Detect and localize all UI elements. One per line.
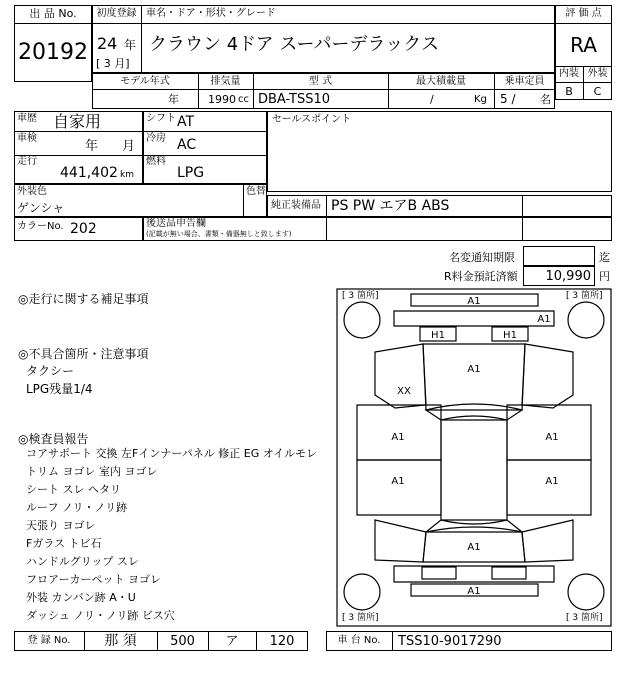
inspector-item: ダッシュ ノリ・ノリ跡 ビス穴 [26,609,175,622]
door-rear-right [507,460,591,515]
diagram-frame [337,289,611,626]
mark-door-front-left: A1 [391,432,405,443]
quarter-left [375,520,426,562]
mark-front-bumper: A1 [467,296,481,307]
load-unit: Kg [474,94,487,105]
recycle-label: R料金預託済額 [444,270,518,283]
color-no-label: カラーNo. [17,221,64,232]
chassis-label: 車 台 No. [337,635,381,646]
inspector-item: Fガラス トビ石 [26,537,102,550]
defects-title: ◎不具合箇所・注意事項 [18,347,149,361]
load-value: / [430,93,434,106]
quarter-right [522,520,573,562]
displacement-label: 排気量 [210,76,241,87]
exterior-color: ゲンシャ [17,201,65,215]
reg-month: [ 3 月] [96,57,130,70]
capacity-unit: 名 [540,93,551,106]
inspector-item: 天張り ヨゴレ [26,519,96,532]
door-rear-left [357,460,441,515]
equipment: PS PW エアB ABS [331,198,450,214]
corner-count-tr: [ 3 箇所] [566,291,603,301]
displacement-unit: cc [238,94,249,105]
model-year-unit: 年 [168,93,179,106]
ac-label: 冷房 [146,133,166,144]
inspector-title: ◎検査員報告 [18,432,89,446]
lot-number: 20192 [18,40,88,65]
mileage-unit: km [120,170,134,180]
defect-item: タクシー [26,364,75,378]
defect-item: LPG残量1/4 [26,382,93,396]
plate-label: 登 録 No. [27,635,71,646]
wheel-rear-left [344,574,380,610]
roof [441,420,507,520]
mark-trunk: A1 [467,542,481,553]
wheel-rear-right [568,574,604,610]
shift: AT [177,114,195,130]
mark-fender-left: XX [397,386,411,397]
rear-panel [394,566,554,582]
displacement: 1990 [208,93,236,106]
inspection-month: 月 [122,139,136,154]
reg-year: 24 [97,34,118,53]
chassis-number: TSS10-9017290 [398,634,502,649]
color-change-label: 色替 [246,186,266,197]
corner-count-tl: [ 3 箇所] [342,291,379,301]
rear-window [426,520,522,532]
taillight-left [422,567,456,579]
mileage-label: 走行 [17,156,37,167]
plate-kana: ア [225,634,239,649]
inspection-label: 車検 [17,133,37,144]
interior-label: 内装 [559,68,579,79]
fuel: LPG [177,165,205,181]
interior-grade: B [565,85,573,98]
front-panel [394,311,554,326]
inspector-item: 外装 カンバン跡 A・U [26,591,136,604]
color-no: 202 [70,221,97,237]
mark-hood: A1 [467,364,481,375]
equipment-label: 純正装備品 [271,200,321,211]
plate-area: 那 須 [104,633,137,649]
wheel-front-left [344,302,380,338]
recycle-fee: 10,990 [545,269,591,284]
name-change-unit: 迄 [599,251,610,264]
model-type: DBA-TSS10 [258,92,331,107]
shift-label: シフト [146,113,176,124]
vehicle-name: クラウン 4ドア スーパーデラックス [149,34,440,55]
grade-label: 評 価 点 [565,8,602,19]
mark-rear-bumper: A1 [467,586,481,597]
load-label: 最大積載量 [416,76,466,87]
inspector-item: コアサポート 交換 左Fインナーパネル 修正 EG オイルモレ [26,447,318,460]
corner-count-bl: [ 3 箇所] [342,613,379,623]
inspector-item: フロアーカーペット ヨゴレ [26,573,161,586]
grade-value: RA [570,33,597,57]
driving-notes-title: ◎走行に関する補足事項 [18,292,149,306]
mileage: 441,402 [60,165,118,181]
sales-point-label: セールスポイント [272,114,352,125]
hood [423,344,525,410]
reg-label: 初度登録 [96,8,137,19]
history: 自家用 [53,112,102,131]
mark-headlight-left: H1 [431,330,445,341]
capacity: 5 / [500,92,516,106]
inspector-item: ルーフ ノリ・ノリ跡 [26,501,128,514]
reg-year-unit: 年 [124,38,137,52]
mark-headlight-right: H1 [503,330,517,341]
inspector-item: シート スレ ヘタリ [26,483,121,496]
aftermarket-note: (記載が無い場合、書類・備器無しと致します) [146,230,292,238]
recycle-unit: 円 [599,270,610,283]
aftermarket-label: 後送品申告欄 [146,218,206,229]
mark-door-rear-right: A1 [545,476,559,487]
history-label: 車歴 [17,113,37,124]
vehicle-name-label: 車名・ドア・形状・グレード [146,8,276,19]
inspector-item: トリム ヨゴレ 室内 ヨゴレ [26,465,158,478]
type-label: 型 式 [308,76,333,87]
plate-class: 500 [170,634,195,649]
inspector-item: ハンドルグリップ スレ [26,555,139,568]
corner-count-br: [ 3 箇所] [566,613,603,623]
plate-number: 120 [269,634,295,649]
fender-left [375,344,426,408]
ac: AC [177,137,197,153]
lot-label: 出 品 No. [29,7,77,20]
fender-right [522,344,573,408]
mark-door-rear-left: A1 [391,476,405,487]
exterior-grade: C [593,85,602,98]
fuel-label: 燃料 [146,156,166,167]
capacity-label: 乗車定員 [504,76,545,87]
inspection-year: 年 [85,139,99,154]
color-label: 外装色 [17,186,47,197]
taillight-right [492,567,526,579]
mark-door-front-right: A1 [545,432,559,443]
name-change-label: 名変通知期限 [449,251,515,264]
exterior-label: 外装 [587,68,608,79]
wheel-front-right [568,302,604,338]
model-year-label: モデル年式 [120,76,170,87]
mark-front-right: A1 [537,314,551,325]
